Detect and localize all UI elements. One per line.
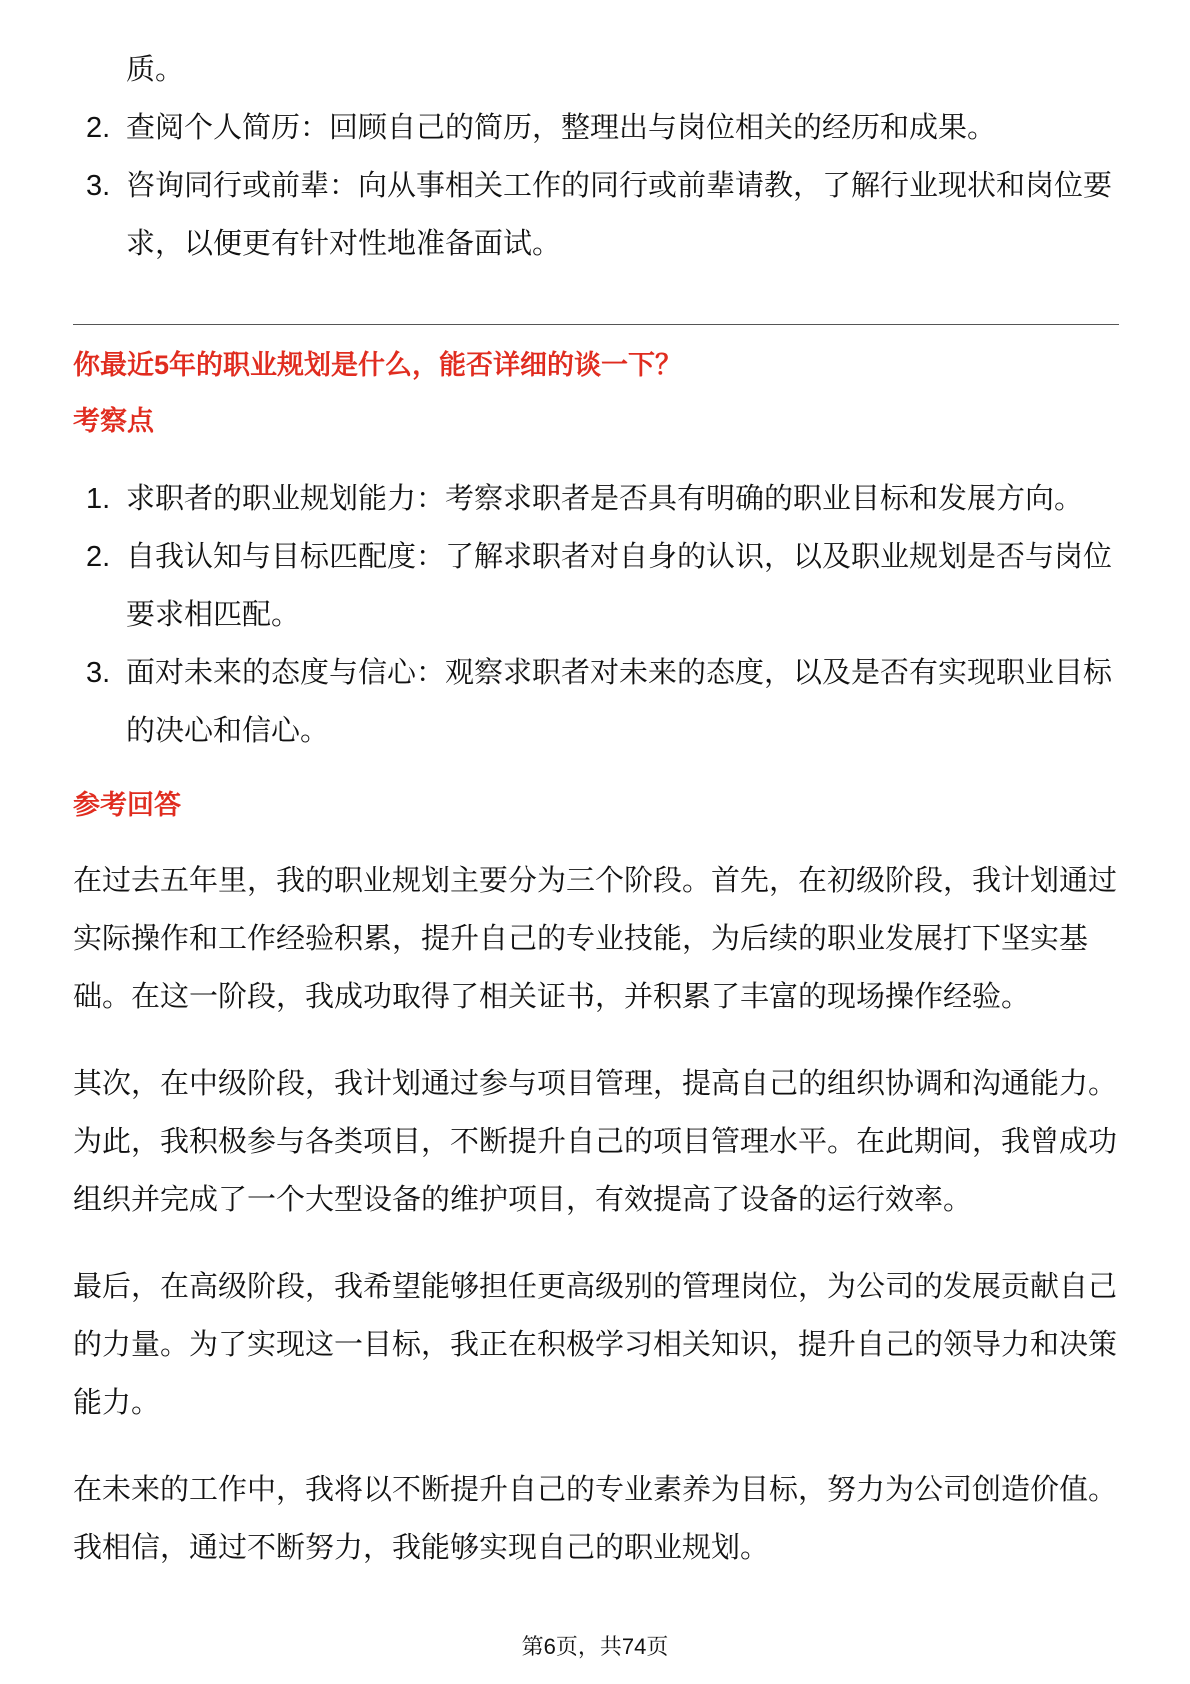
list-item-text: 面对未来的态度与信心：观察求职者对未来的态度，以及是否有实现职业目标的决心和信心。	[126, 657, 1113, 747]
list-item-number: 1.	[86, 483, 111, 515]
list-item	[73, 644, 1119, 760]
list-item	[73, 470, 1119, 528]
section-divider	[73, 324, 1119, 325]
list-item-continuation: 质。	[126, 54, 185, 86]
list-item-text: 自我认知与目标匹配度：了解求职者对自身的认识，以及职业规划是否与岗位要求相匹配。	[126, 541, 1113, 631]
previous-numbered-list	[73, 99, 1119, 273]
page-number: 第6页，共74页	[521, 1634, 669, 1659]
answer-paragraph: 其次，在中级阶段，我计划通过参与项目管理，提高自己的组织协调和沟通能力。为此，我积极参与各类项目，不断提升自己的项目管理水平。在此期间，我曾成功组织并完成了一个大型设备的维护项目，有效提高了设备的运行效率。	[73, 1068, 1118, 1216]
list-item-text: 求职者的职业规划能力：考察求职者是否具有明确的职业目标和发展方向。	[126, 483, 1084, 515]
focus-heading: 考察点	[73, 406, 154, 436]
list-item-text: 查阅个人简历：回顾自己的简历，整理出与岗位相关的经历和成果。	[126, 112, 997, 144]
list-item-number: 2.	[86, 541, 111, 573]
question-title: 你最近5年的职业规划是什么，能否详细的谈一下？	[73, 350, 683, 380]
page-content	[73, 41, 1119, 1577]
answer-body	[73, 852, 1119, 1577]
list-item	[73, 157, 1119, 273]
answer-paragraph: 在未来的工作中，我将以不断提升自己的专业素养为目标，努力为公司创造价值。我相信，通过不断努力，我能够实现自己的职业规划。	[73, 1474, 1118, 1564]
list-item	[73, 99, 1119, 157]
list-item	[73, 528, 1119, 644]
answer-paragraph: 在过去五年里，我的职业规划主要分为三个阶段。首先，在初级阶段，我计划通过实际操作和工作经验积累，提升自己的专业技能，为后续的职业发展打下坚实基础。在这一阶段，我成功取得了相关证书，并积累了丰富的现场操作经验。	[73, 865, 1118, 1013]
list-item-number: 3.	[86, 657, 111, 689]
list-item-number: 2.	[86, 112, 111, 144]
list-item-text: 咨询同行或前辈：向从事相关工作的同行或前辈请教，了解行业现状和岗位要求，以便更有针对性地准备面试。	[126, 170, 1113, 260]
answer-paragraph: 最后，在高级阶段，我希望能够担任更高级别的管理岗位，为公司的发展贡献自己的力量。为了实现这一目标，我正在积极学习相关知识，提升自己的领导力和决策能力。	[73, 1271, 1118, 1419]
list-item-number: 3.	[86, 170, 111, 202]
focus-points-list	[73, 470, 1119, 760]
answer-heading: 参考回答	[73, 790, 181, 820]
